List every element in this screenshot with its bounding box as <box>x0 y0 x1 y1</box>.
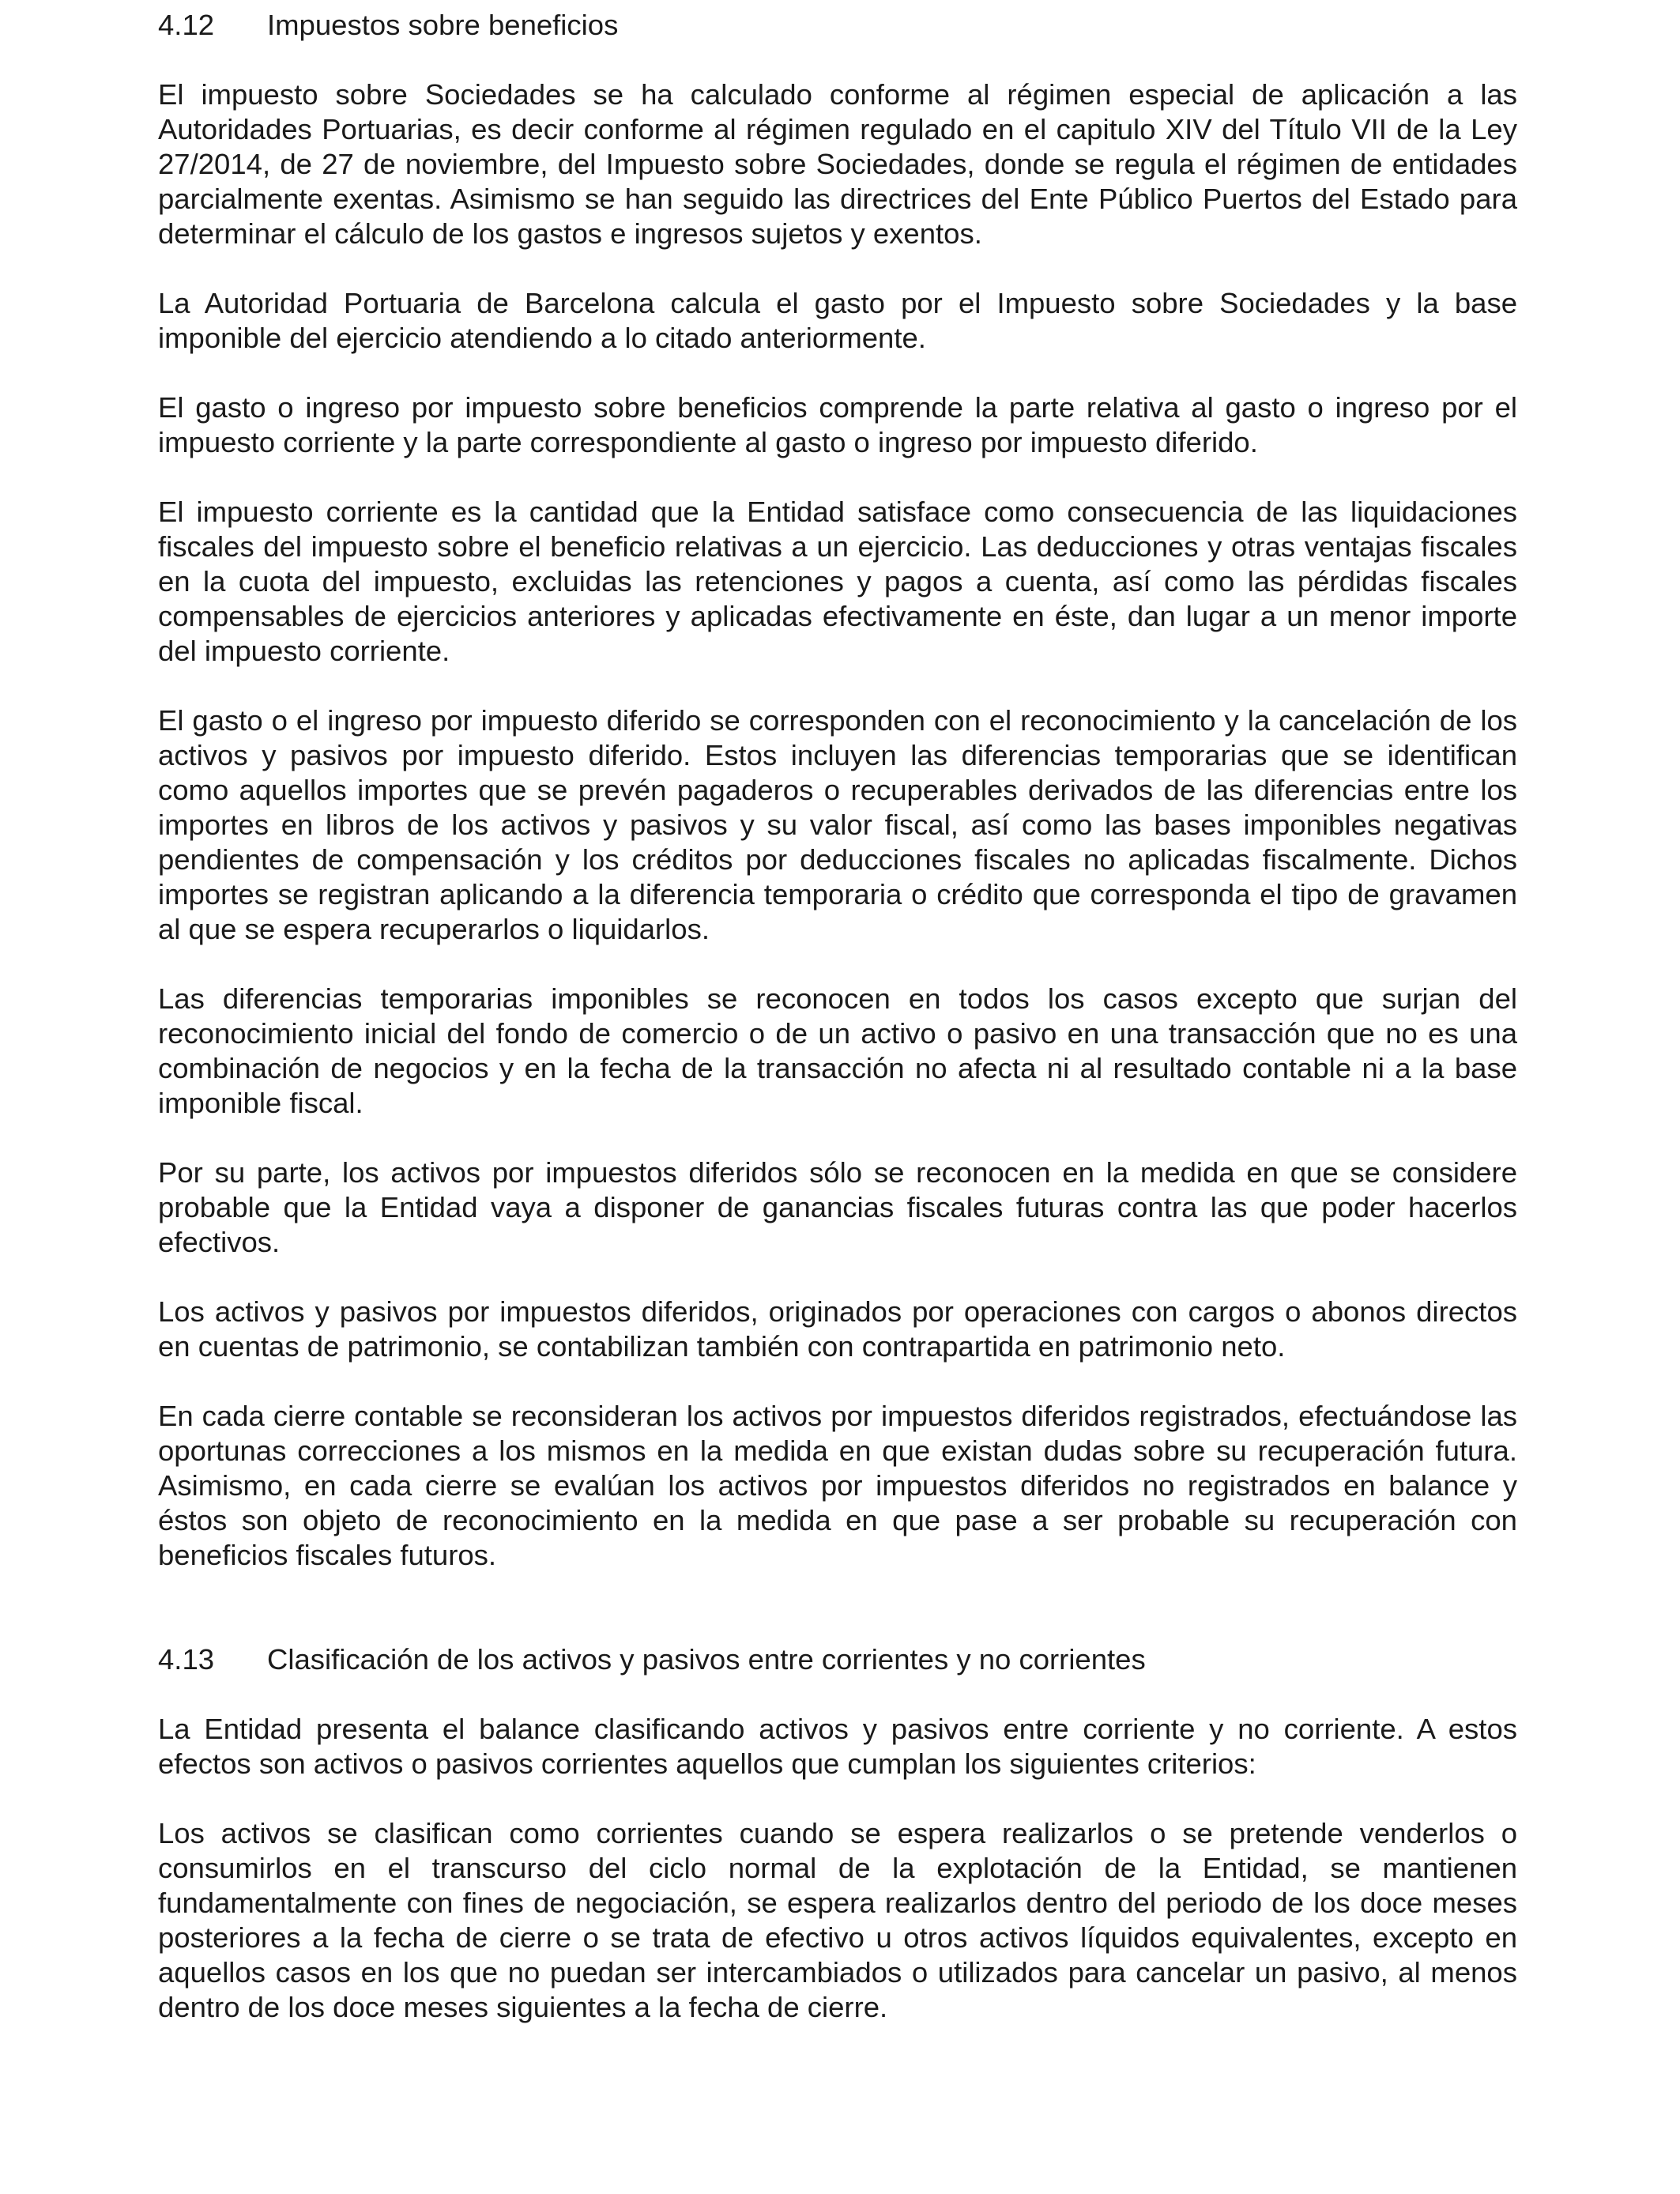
paragraph: Por su parte, los activos por impuestos diferidos sólo se reconocen en la medida en que se considere probable que la Entidad vaya a disponer de ganancias fiscales futuras contra las que poder hacerlos efectivos. <box>158 1156 1517 1258</box>
paragraph: El impuesto sobre Sociedades se ha calculado conforme al régimen especial de aplicación a las Autoridades Portuarias, es decir conforme al régimen regulado en el capitulo XIV del Título VII de la Ley 27/2014, de 27 de noviembre, del Impuesto sobre Sociedades, donde se regula el régimen de entidades parcialmente exentas. Asimismo se han seguido las directrices del Ente Público Puertos del Estado para determinar el cálculo de los gastos e ingresos sujetos y exentos. <box>158 78 1517 250</box>
section-title: Clasificación de los activos y pasivos entre corrientes y no corrientes <box>267 1643 1146 1676</box>
section-heading <box>158 1642 1517 1677</box>
section-spacer <box>158 1608 1517 1642</box>
paragraph: El gasto o ingreso por impuesto sobre beneficios comprende la parte relativa al gasto o ingreso por el impuesto corriente y la parte correspondiente al gasto o ingreso por impuesto diferido. <box>158 391 1517 458</box>
paragraph: En cada cierre contable se reconsideran los activos por impuestos diferidos registrados, efectuándose las oportunas correcciones a los mismos en la medida en que existan dudas sobre su recuperación futura. Asimismo, en cada cierre se evalúan los activos por impuestos diferidos no registrados en balance y éstos son objeto de reconocimiento en la medida en que pase a ser probable su recuperación con beneficios fiscales futuros. <box>158 1400 1517 1571</box>
paragraph: Los activos y pasivos por impuestos diferidos, originados por operaciones con cargos o abonos directos en cuentas de patrimonio, se contabilizan también con contrapartida en patrimonio neto. <box>158 1295 1517 1363</box>
paragraph: El gasto o el ingreso por impuesto diferido se corresponden con el reconocimiento y la cancelación de los activos y pasivos por impuesto diferido. Estos incluyen las diferencias temporarias que se identifican como aquellos importes que se prevén pagaderos o recuperables derivados de las diferencias entre los importes en libros de los activos y pasivos y su valor fiscal, así como las bases imponibles negativas pendientes de compensación y los créditos por deducciones fiscales no aplicadas fiscalmente. Dichos importes se registran aplicando a la diferencia temporaria o crédito que corresponda el tipo de gravamen al que se espera recuperarlos o liquidarlos. <box>158 704 1517 945</box>
document-page <box>158 8 1517 2060</box>
paragraph: La Entidad presenta el balance clasificando activos y pasivos entre corriente y no corriente. A estos efectos son activos o pasivos corrientes aquellos que cumplan los siguientes criterios: <box>158 1713 1517 1780</box>
section-heading <box>158 8 1517 43</box>
section-4-12 <box>158 8 1517 1573</box>
section-4-13 <box>158 1642 1517 2025</box>
section-number: 4.12 <box>158 9 215 41</box>
paragraph: El impuesto corriente es la cantidad que la Entidad satisface como consecuencia de las liquidaciones fiscales del impuesto sobre el beneficio relativas a un ejercicio. Las deducciones y otras ventajas fiscales en la cuota del impuesto, excluidas las retenciones y pagos a cuenta, así como las pérdidas fiscales compensables de ejercicios anteriores y aplicadas efectivamente en éste, dan lugar a un menor importe del impuesto corriente. <box>158 496 1517 667</box>
section-number: 4.13 <box>158 1643 215 1676</box>
section-title: Impuestos sobre beneficios <box>267 9 619 41</box>
paragraph: La Autoridad Portuaria de Barcelona calcula el gasto por el Impuesto sobre Sociedades y la base imponible del ejercicio atendiendo a lo citado anteriormente. <box>158 287 1517 354</box>
paragraph: Las diferencias temporarias imponibles se reconocen en todos los casos excepto que surjan del reconocimiento inicial del fondo de comercio o de un activo o pasivo en una transacción que no es una combinación de negocios y en la fecha de la transacción no afecta ni al resultado contable ni a la base imponible fiscal. <box>158 982 1517 1119</box>
paragraph: Los activos se clasifican como corrientes cuando se espera realizarlos o se pretende venderlos o consumirlos en el transcurso del ciclo normal de la explotación de la Entidad, se mantienen fundamentalmente con fines de negociación, se espera realizarlos dentro del periodo de los doce meses posteriores a la fecha de cierre o se trata de efectivo u otros activos líquidos equivalentes, excepto en aquellos casos en los que no puedan ser intercambiados o utilizados para cancelar un pasivo, al menos dentro de los doce meses siguientes a la fecha de cierre. <box>158 1817 1517 2023</box>
